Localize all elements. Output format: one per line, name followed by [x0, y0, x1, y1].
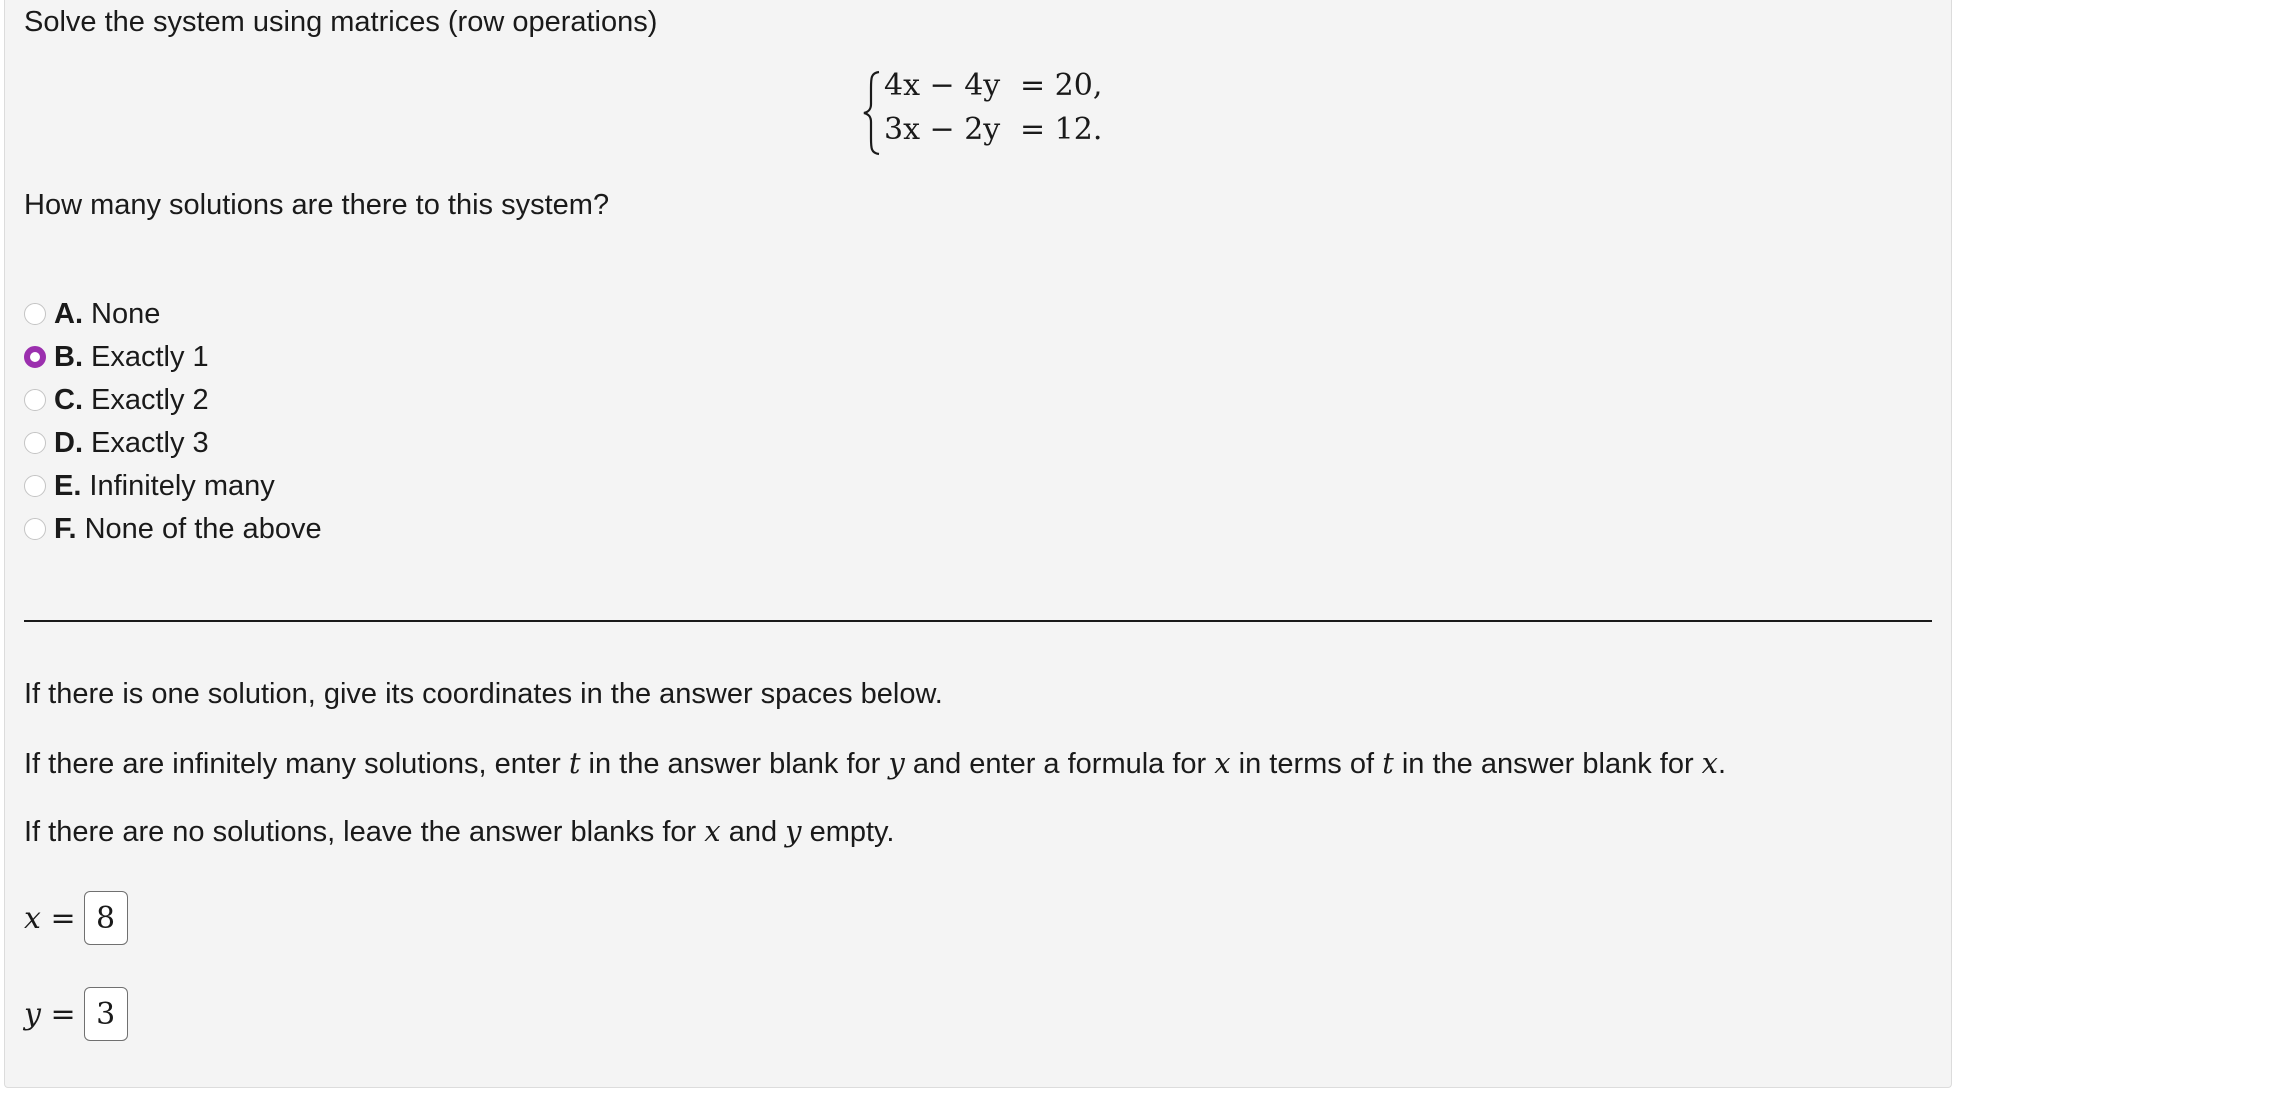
instruction-none-part-1: If there are no solutions, leave the answer blanks for — [24, 816, 705, 848]
option-c-label: Exactly 2 — [91, 384, 209, 416]
radio-e[interactable] — [24, 475, 46, 497]
var-x: x — [1214, 746, 1231, 780]
option-c[interactable] — [24, 380, 209, 420]
var-y: y — [785, 814, 802, 848]
option-f[interactable] — [24, 509, 322, 549]
option-b[interactable] — [24, 337, 209, 377]
var-t: t — [1382, 746, 1394, 780]
answer-y-label: y = — [24, 996, 76, 1032]
equation-1-rhs: = 20, — [1020, 68, 1103, 103]
answer-y-input[interactable]: 3 — [84, 987, 128, 1041]
option-a[interactable] — [24, 294, 160, 334]
instruction-none-part-3: empty. — [801, 816, 895, 848]
option-e-label: Infinitely many — [89, 470, 275, 502]
radio-c[interactable] — [24, 389, 46, 411]
problem-title: Solve the system using matrices (row operations) — [24, 6, 658, 38]
instruction-infinite-part-2: in the answer blank for — [580, 748, 889, 780]
option-d-label: Exactly 3 — [91, 427, 209, 459]
option-d[interactable] — [24, 423, 209, 463]
option-b-label: Exactly 1 — [91, 341, 209, 373]
instruction-one-solution: If there is one solution, give its coordinates in the answer spaces below. — [24, 678, 943, 710]
question-text: How many solutions are there to this system? — [24, 189, 610, 221]
instruction-none-part-2: and — [720, 816, 786, 848]
var-y: y — [888, 746, 905, 780]
option-e-letter: E. — [54, 470, 82, 502]
option-a-letter: A. — [54, 298, 83, 330]
option-c-letter: C. — [54, 384, 83, 416]
left-brace-icon — [862, 70, 882, 156]
instruction-none — [24, 814, 894, 849]
radio-f[interactable] — [24, 518, 46, 540]
option-b-letter: B. — [54, 341, 83, 373]
option-a-label: None — [91, 298, 161, 330]
option-e[interactable] — [24, 466, 275, 506]
instruction-infinite-part-1: If there are infinitely many solutions, enter — [24, 748, 569, 780]
equation-1-lhs: 4x − 4y — [884, 68, 1001, 103]
answer-x-label: x = — [24, 900, 76, 936]
equation-2-lhs: 3x − 2y — [884, 112, 1001, 147]
radio-d[interactable] — [24, 432, 46, 454]
var-x: x — [1701, 746, 1719, 780]
radio-b[interactable] — [24, 346, 46, 368]
instruction-infinite-part-4: in terms of — [1230, 748, 1383, 780]
var-t: t — [568, 746, 581, 780]
instruction-infinite-part-5: in the answer blank for — [1393, 748, 1702, 780]
instruction-infinite — [24, 746, 1726, 781]
answer-x-input[interactable]: 8 — [84, 891, 128, 945]
option-f-label: None of the above — [84, 513, 322, 545]
option-d-letter: D. — [54, 427, 83, 459]
instruction-infinite-part-6: . — [1718, 748, 1727, 780]
var-x: x — [704, 814, 721, 848]
equation-system — [862, 64, 1122, 160]
equation-2-rhs: = 12. — [1020, 112, 1103, 147]
answer-x-row — [24, 890, 128, 946]
option-f-letter: F. — [54, 513, 77, 545]
section-divider — [24, 620, 1932, 622]
radio-a[interactable] — [24, 303, 46, 325]
instruction-infinite-part-3: and enter a formula for — [904, 748, 1215, 780]
answer-y-row — [24, 986, 128, 1042]
